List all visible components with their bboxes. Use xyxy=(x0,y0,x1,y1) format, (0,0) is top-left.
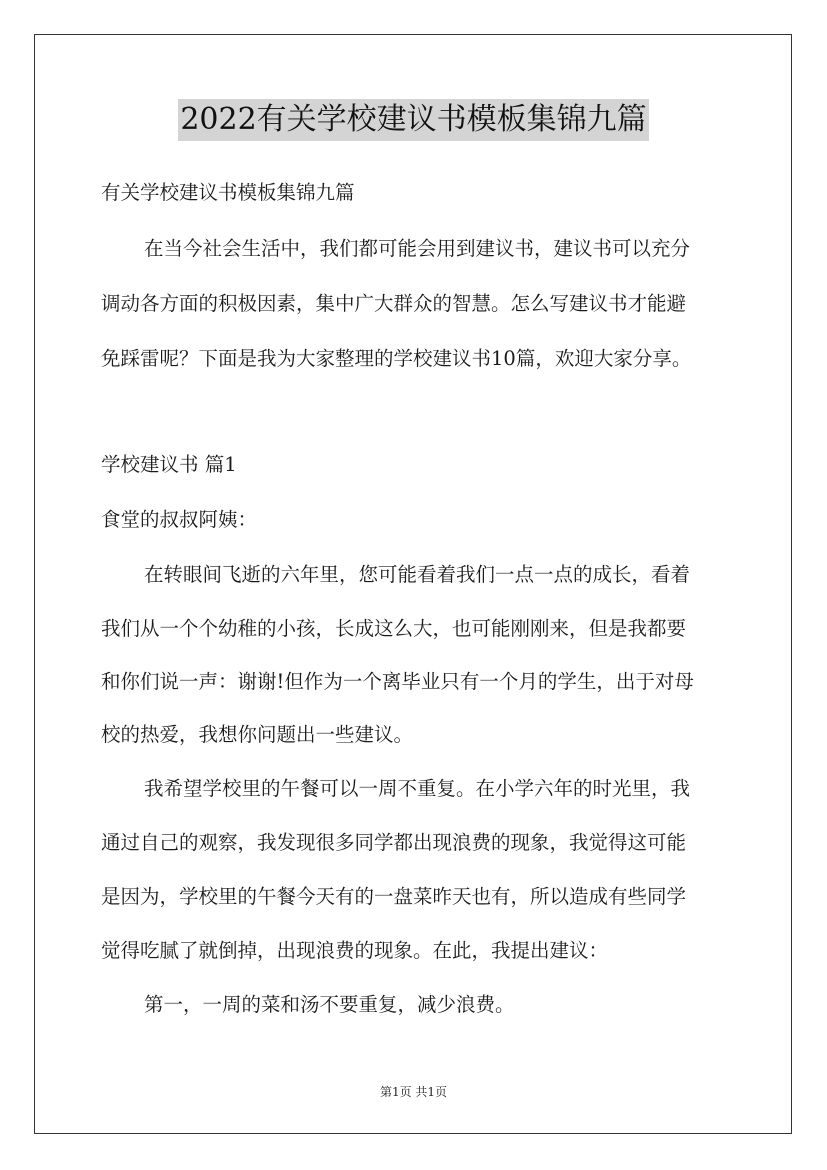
para2-line-2: 通过自己的观察，我发现很多同学都出现浪费的现象，我觉得这可能 xyxy=(101,831,687,854)
para2-line-3: 是因为，学校里的午餐今天有的一盘菜昨天也有，所以造成有些同学 xyxy=(101,885,687,908)
para1-line-3: 和你们说一声：谢谢!但作为一个离毕业只有一个月的学生，出于对母 xyxy=(101,670,694,693)
intro-line-1: 在当今社会生活中，我们都可能会用到建议书，建议书可以充分 xyxy=(144,237,691,260)
page-number: 第1页 共1页 xyxy=(379,1085,448,1099)
para1-line-2: 我们从一个个幼稚的小孩，长成这么大，也可能刚刚来，但是我都要 xyxy=(101,617,687,640)
para1-line-1: 在转眼间飞逝的六年里，您可能看着我们一点一点的成长，看着 xyxy=(144,563,691,586)
document-title: 2022有关学校建议书模板集锦九篇 xyxy=(178,99,648,141)
intro-line-3: 免踩雷呢？下面是我为大家整理的学校建议书10篇，欢迎大家分享。 xyxy=(101,347,692,370)
para2-line-4: 觉得吃腻了就倒掉，出现浪费的现象。在此，我提出建议： xyxy=(101,939,609,962)
document-subtitle: 有关学校建议书模板集锦九篇 xyxy=(101,181,355,204)
para1-line-4: 校的热爱，我想你问题出一些建议。 xyxy=(101,723,414,746)
salutation: 食堂的叔叔阿姨： xyxy=(101,508,258,531)
title-container xyxy=(0,99,827,141)
intro-line-2: 调动各方面的积极因素，集中广大群众的智慧。怎么写建议书才能避 xyxy=(101,292,687,315)
para2-line-1: 我希望学校里的午餐可以一周不重复。在小学六年的时光里，我 xyxy=(144,777,691,800)
section-heading: 学校建议书 篇1 xyxy=(101,453,237,476)
para3-line-1: 第一，一周的菜和汤不要重复，减少浪费。 xyxy=(144,993,515,1016)
